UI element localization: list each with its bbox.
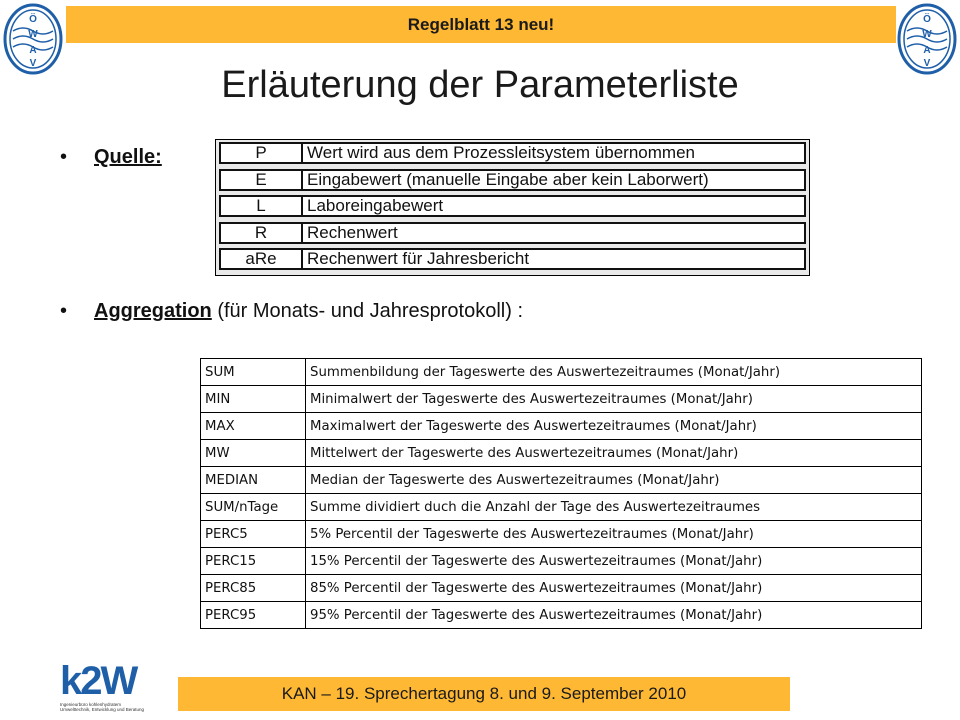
aggregation-desc: 95% Percentil der Tageswerte des Auswertezeitraumes (Monat/Jahr)	[306, 602, 922, 629]
quelle-row	[219, 248, 806, 270]
footer-banner-text: KAN – 19. Sprechertagung 8. und 9. September 2010	[281, 684, 687, 703]
k2w-logo-sub-2: Umwelttechnik, Entwicklung und Beratung	[60, 707, 145, 712]
svg-text:V: V	[923, 58, 931, 69]
aggregation-desc: Mittelwert der Tageswerte des Auswertezeitraumes (Monat/Jahr)	[306, 440, 922, 467]
bullet-dot: •	[60, 146, 68, 168]
aggregation-code: MW	[201, 440, 306, 467]
quelle-desc: Eingabewert (manuelle Eingabe aber kein Laborwert)	[307, 169, 709, 189]
quelle-code: R	[221, 224, 303, 242]
quelle-code: aRe	[221, 250, 303, 268]
aggregation-row	[201, 386, 922, 413]
aggregation-desc: Minimalwert der Tageswerte des Auswertezeitraumes (Monat/Jahr)	[306, 386, 922, 413]
aggregation-desc: Summenbildung der Tageswerte des Auswertezeitraumes (Monat/Jahr)	[306, 359, 922, 386]
aggregation-row	[201, 467, 922, 494]
quelle-row	[219, 142, 806, 164]
aggregation-row	[201, 575, 922, 602]
aggregation-row	[201, 440, 922, 467]
svg-text:W: W	[28, 29, 38, 40]
aggregation-row	[201, 359, 922, 386]
page-title: Erläuterung der Parameterliste	[221, 64, 739, 106]
svg-text:A: A	[29, 45, 37, 56]
k2w-logo-sub-1: Ingenieurbüro kohlenhydratem	[60, 702, 122, 707]
quelle-code: E	[221, 171, 303, 189]
aggregation-table	[200, 358, 922, 629]
svg-text:W: W	[922, 29, 932, 40]
quelle-code: P	[221, 144, 303, 162]
aggregation-row	[201, 521, 922, 548]
aggregation-code: SUM/nTage	[201, 494, 306, 521]
bullet-aggregation-label: Aggregation	[94, 300, 212, 322]
aggregation-code: SUM	[201, 359, 306, 386]
bullet-dot: •	[60, 300, 68, 322]
header-banner	[66, 6, 896, 43]
aggregation-code: MAX	[201, 413, 306, 440]
aggregation-code: MEDIAN	[201, 467, 306, 494]
header-banner-text: Regelblatt 13 neu!	[407, 14, 555, 34]
quelle-code: L	[221, 197, 303, 215]
aggregation-code: PERC5	[201, 521, 306, 548]
aggregation-desc: Median der Tageswerte des Auswertezeitraumes (Monat/Jahr)	[306, 467, 922, 494]
aggregation-row	[201, 494, 922, 521]
aggregation-row	[201, 413, 922, 440]
quelle-desc: Rechenwert für Jahresbericht	[307, 249, 530, 269]
k2w-logo-brand: k2W	[60, 659, 137, 703]
svg-text:V: V	[29, 58, 37, 69]
quelle-table	[215, 139, 810, 276]
svg-text:Ö: Ö	[29, 14, 37, 25]
aggregation-code: PERC95	[201, 602, 306, 629]
aggregation-desc: Maximalwert der Tageswerte des Auswertezeitraumes (Monat/Jahr)	[306, 413, 922, 440]
quelle-row	[219, 222, 806, 244]
quelle-desc: Rechenwert	[307, 222, 398, 242]
footer-banner	[178, 677, 790, 711]
aggregation-desc: Summe dividiert duch die Anzahl der Tage des Auswertezeitraumes	[306, 494, 922, 521]
aggregation-code: PERC15	[201, 548, 306, 575]
aggregation-code: MIN	[201, 386, 306, 413]
aggregation-row	[201, 548, 922, 575]
aggregation-desc: 15% Percentil der Tageswerte des Auswertezeitraumes (Monat/Jahr)	[306, 548, 922, 575]
aggregation-code: PERC85	[201, 575, 306, 602]
aggregation-desc: 5% Percentil der Tageswerte des Auswertezeitraumes (Monat/Jahr)	[306, 521, 922, 548]
aggregation-desc: 85% Percentil der Tageswerte des Auswertezeitraumes (Monat/Jahr)	[306, 575, 922, 602]
aggregation-row	[201, 602, 922, 629]
bullet-aggregation	[60, 300, 523, 323]
bullet-quelle-label: Quelle:	[94, 146, 162, 168]
bullet-aggregation-text: (für Monats- und Jahresprotokoll) :	[211, 300, 524, 322]
k2w-logo	[60, 659, 145, 716]
quelle-desc: Wert wird aus dem Prozessleitsystem übernommen	[307, 143, 695, 162]
bullet-quelle	[60, 146, 162, 169]
quelle-desc: Laboreingabewert	[307, 196, 444, 216]
quelle-row	[219, 195, 806, 217]
svg-text:Ö: Ö	[923, 14, 931, 25]
svg-text:A: A	[923, 45, 931, 56]
quelle-row	[219, 169, 806, 191]
